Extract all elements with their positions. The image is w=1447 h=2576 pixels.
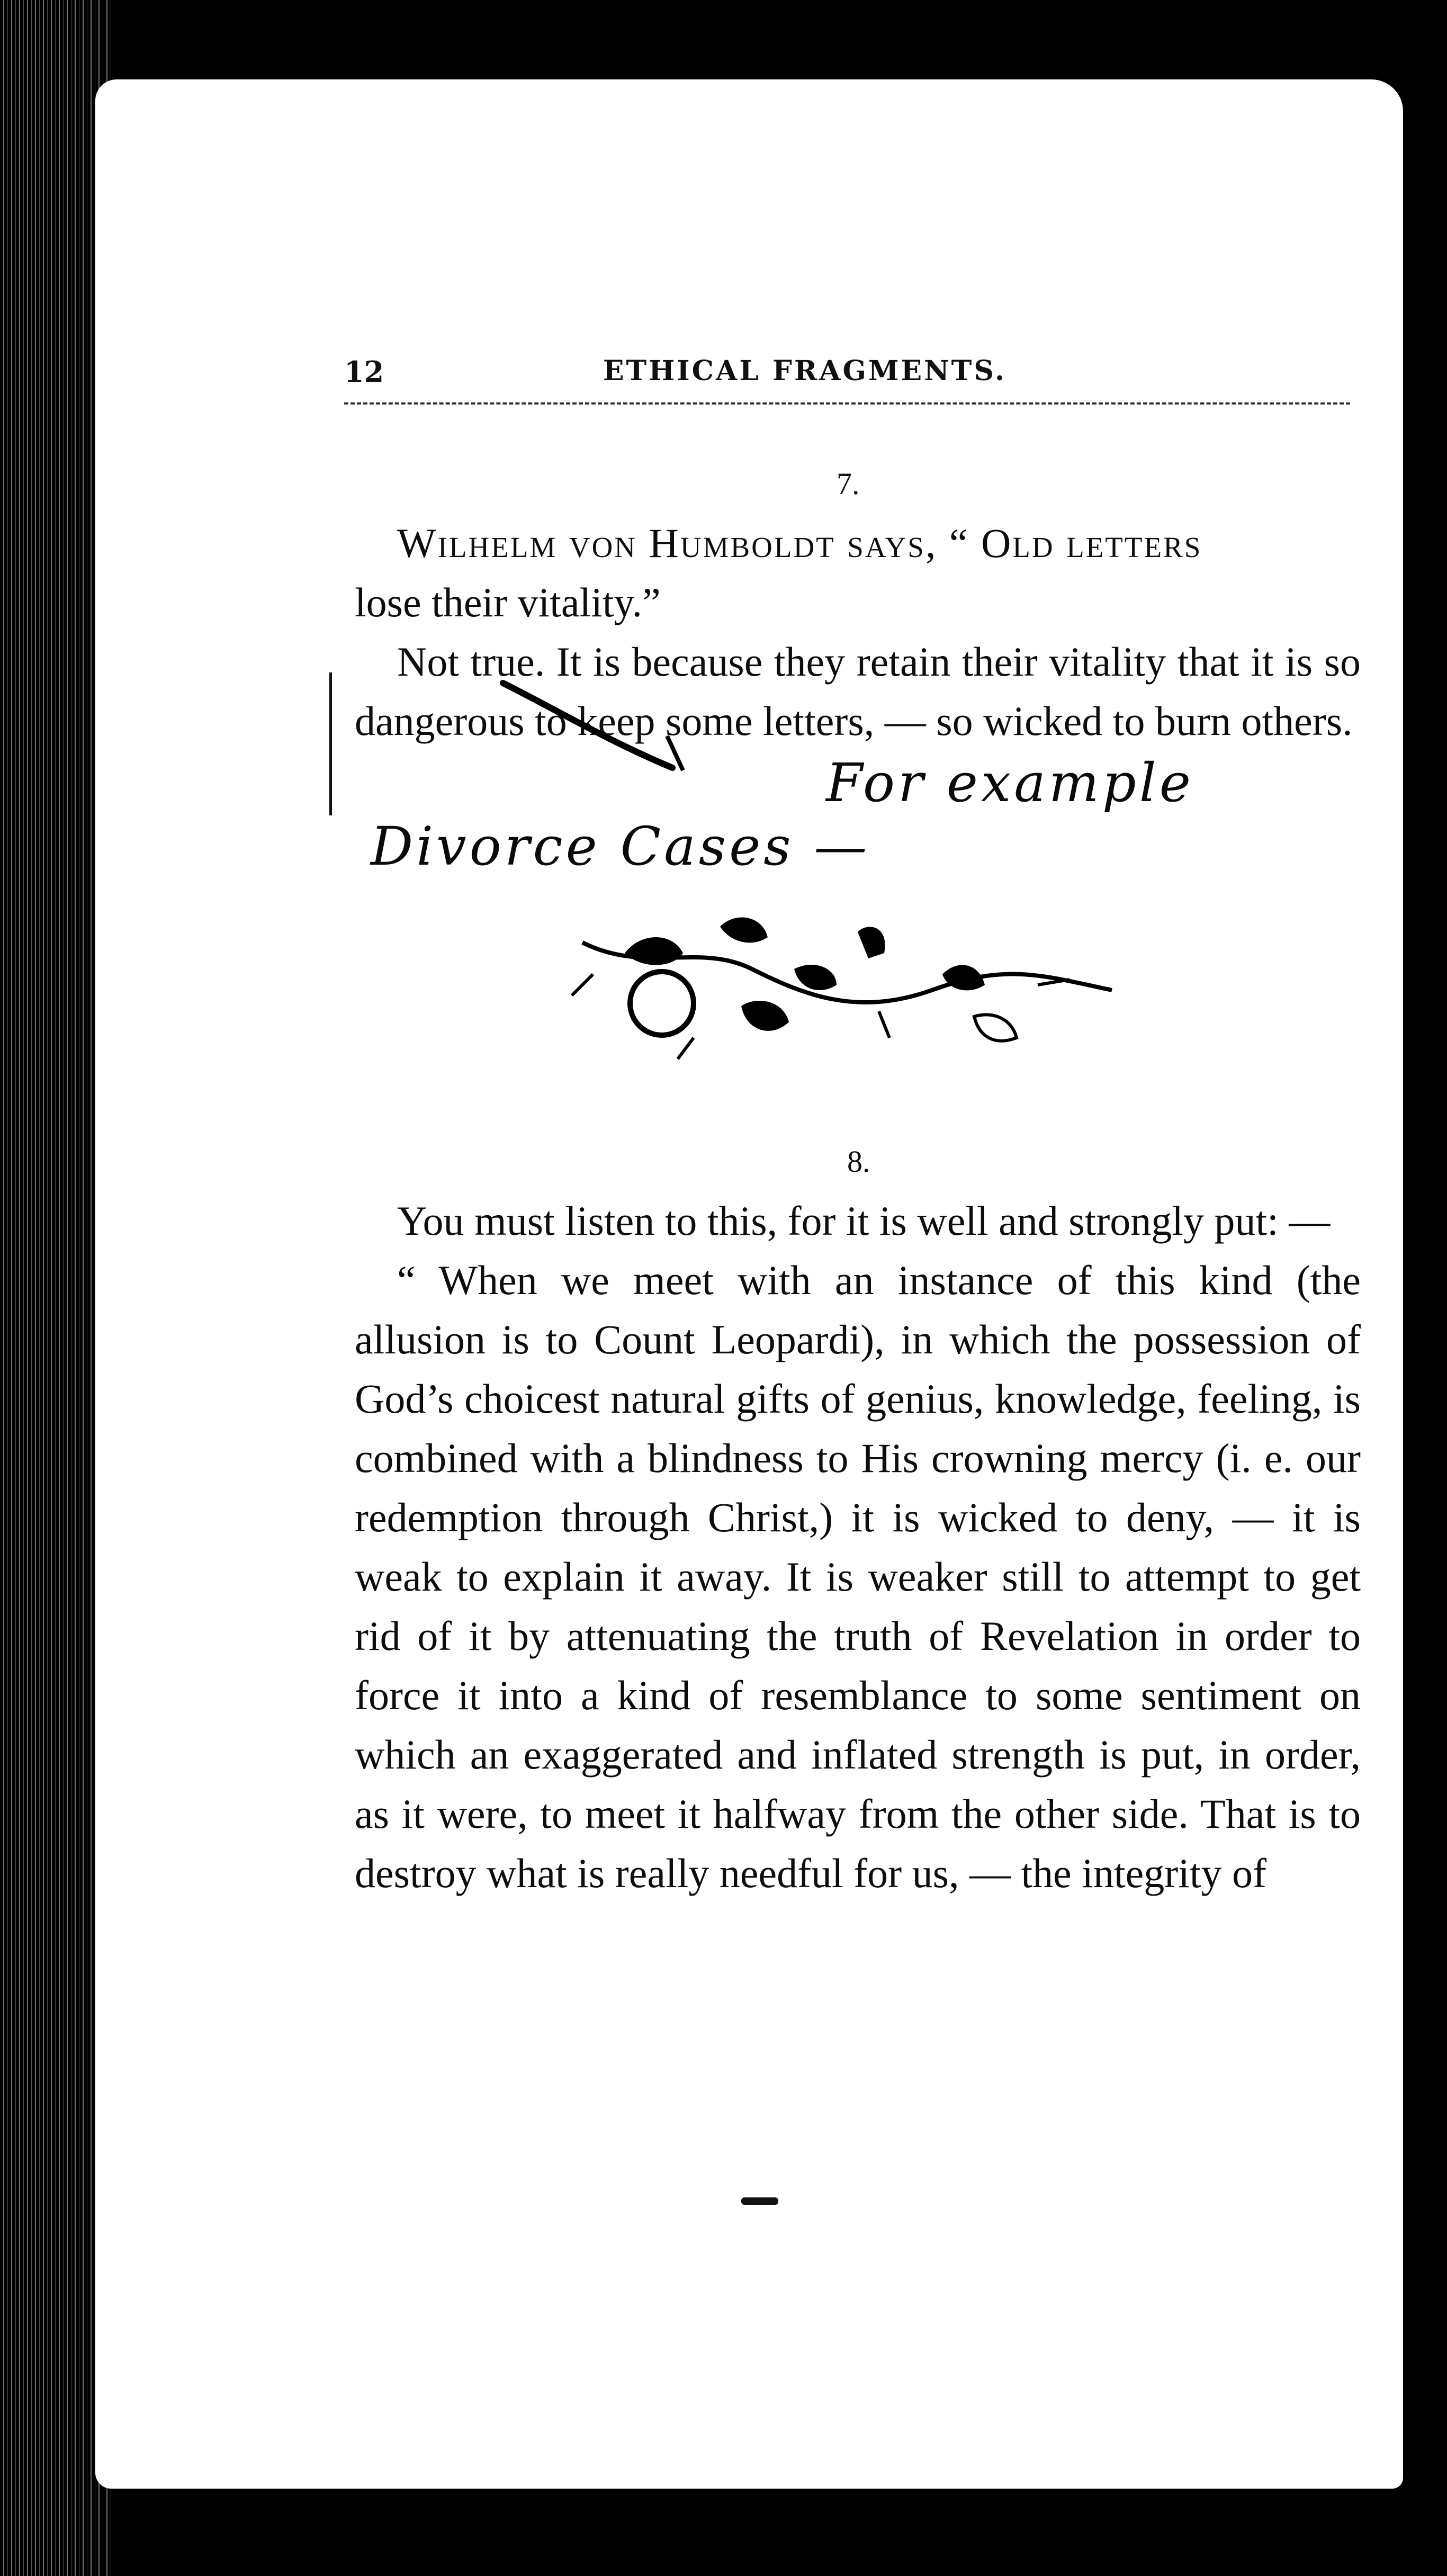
section-7-line-1 <box>355 514 1361 573</box>
section-8-paragraph-2: “ When we meet with an instance of this kind (the allusion is to Count Leopardi), in which the possession of God’s choicest natural gifts of genius, knowledge, feeling, is combined with a blindness to His crowning mercy (i. e. our redemption through Christ,) it is wicked to deny, — it is weak to explain it away. It is weaker still to attempt to get rid of it by attenuating the truth of Revelation in order to force it into a kind of resemblance to some sentiment on which an exaggerated and inflated strength is put, in order, as it were, to meet it halfway from the other side. That is to destroy what is really needful for us, — the integrity of <box>355 1257 1361 1896</box>
section-8-text <box>355 1191 1361 1903</box>
margin-pencil-line <box>329 672 332 815</box>
section-number-7: 7. <box>837 466 860 501</box>
section-7-line-2: lose their vitality.” <box>355 579 661 625</box>
book-binding-edge <box>0 0 111 2576</box>
humboldt-quote-line-1: Wilhelm von Humboldt says, “ Old letters <box>397 520 1202 566</box>
section-7-paragraph-2: Not true. It is because they retain their vitality that it is so dangerous to keep some letters, — so wicked to burn others. <box>355 639 1361 744</box>
page-number: 12 <box>344 355 384 389</box>
handwritten-note-line-2: Divorce Cases — <box>371 815 870 877</box>
section-number-8: 8. <box>847 1144 870 1179</box>
section-8-paragraph-1: You must listen to this, for it is well and strongly put: — <box>397 1198 1331 1244</box>
ink-smudge <box>741 2197 778 2205</box>
running-head: ETHICAL FRAGMENTS. <box>603 355 1007 387</box>
header-rule <box>344 402 1350 405</box>
page-header <box>254 349 1355 402</box>
strike-through-mark-icon <box>492 662 694 784</box>
handwritten-note-line-1: For example <box>826 752 1194 814</box>
floral-vine-ornament-icon <box>561 911 1122 1070</box>
